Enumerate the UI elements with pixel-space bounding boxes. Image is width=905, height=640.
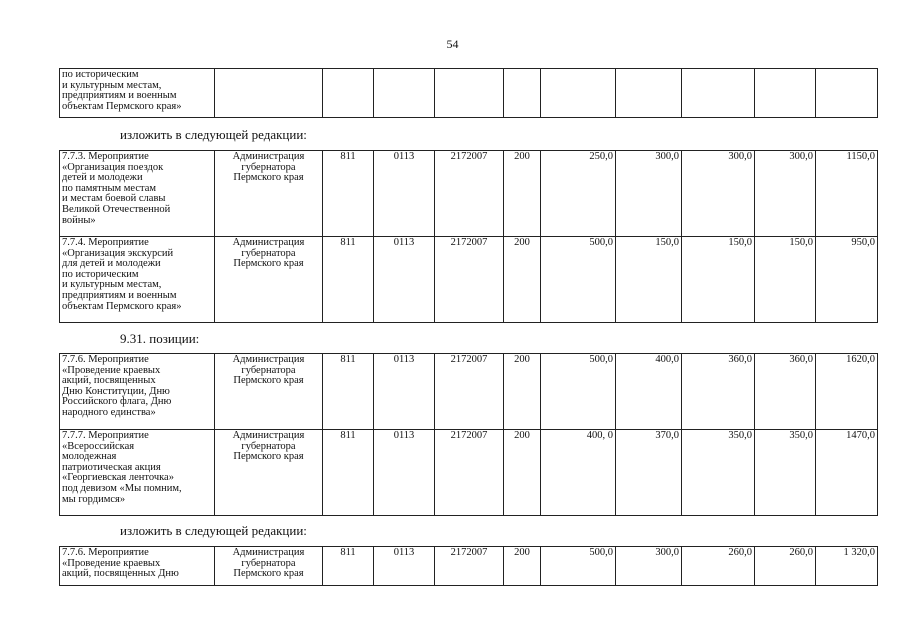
total-cell: 1 320,0 [816,547,878,586]
code-cell: 2172007 [435,547,504,586]
value-cell: 250,0 [541,151,616,237]
value-cell: 500,0 [541,547,616,586]
value-cell: 150,0 [616,237,682,323]
code-cell: 200 [504,547,541,586]
table-fragment-top [59,68,878,118]
total-cell: 950,0 [816,237,878,323]
event-name-cell: 7.7.4. Мероприятие «Организация экскурсий для детей и молодежи по историческим и культурным местам, предприятиям и военным объектам Пермского края» [60,237,215,323]
org-cell: Администрация губернатора Пермского края [215,151,323,237]
table-row [60,547,878,586]
code-cell: 811 [323,430,374,516]
table-row [60,151,878,237]
table-amended-1 [59,150,878,323]
code-cell: 200 [504,430,541,516]
org-cell: Администрация губернатора Пермского края [215,430,323,516]
caption-positions: 9.31. позиции: [120,331,200,346]
caption-amend-2: изложить в следующей редакции: [120,523,307,538]
value-cell: 300,0 [616,547,682,586]
org-cell: Администрация губернатора Пермского края [215,237,323,323]
total-cell: 1470,0 [816,430,878,516]
value-cell: 500,0 [541,237,616,323]
table-amended-2 [59,546,878,586]
total-cell: 1620,0 [816,354,878,430]
page-number: 54 [446,37,459,51]
event-name-cell: 7.7.3. Мероприятие «Организация поездок детей и молодежи по памятным местам и местам боевой славы Великой Отечественной войны» [60,151,215,237]
caption-amend-1: изложить в следующей редакции: [120,127,307,142]
table-row [60,237,878,323]
value-cell: 260,0 [682,547,755,586]
code-cell: 0113 [374,430,435,516]
value-cell: 400,0 [616,354,682,430]
value-cell: 360,0 [755,354,816,430]
value-cell: 360,0 [682,354,755,430]
code-cell: 0113 [374,547,435,586]
event-name-cell: 7.7.7. Мероприятие «Всероссийская молодежная патриотическая акция «Георгиевская ленточка» под девизом «Мы помним, мы гордимся» [60,430,215,516]
org-cell: Администрация губернатора Пермского края [215,354,323,430]
value-cell: 370,0 [616,430,682,516]
org-cell: Администрация губернатора Пермского края [215,547,323,586]
value-cell: 500,0 [541,354,616,430]
code-cell: 200 [504,354,541,430]
table-row [60,69,878,118]
value-cell: 350,0 [682,430,755,516]
code-cell: 0113 [374,354,435,430]
code-cell: 811 [323,237,374,323]
event-name-cell: по историческим и культурным местам, предприятиям и военным объектам Пермского края» [60,69,215,118]
value-cell: 150,0 [682,237,755,323]
total-cell: 1150,0 [816,151,878,237]
code-cell: 200 [504,151,541,237]
value-cell: 400, 0 [541,430,616,516]
value-cell: 350,0 [755,430,816,516]
value-cell: 260,0 [755,547,816,586]
value-cell: 300,0 [616,151,682,237]
event-name-cell: 7.7.6. Мероприятие «Проведение краевых акций, посвященных Дню [60,547,215,586]
code-cell: 811 [323,354,374,430]
value-cell: 300,0 [755,151,816,237]
code-cell: 811 [323,547,374,586]
code-cell: 2172007 [435,430,504,516]
code-cell: 2172007 [435,151,504,237]
event-name-cell: 7.7.6. Мероприятие «Проведение краевых акций, посвященных Дню Конституции, Дню Российского флага, Дню народного единства» [60,354,215,430]
table-positions [59,353,878,516]
code-cell: 2172007 [435,354,504,430]
code-cell: 0113 [374,151,435,237]
code-cell: 2172007 [435,237,504,323]
value-cell: 300,0 [682,151,755,237]
table-row [60,354,878,430]
code-cell: 200 [504,237,541,323]
value-cell: 150,0 [755,237,816,323]
code-cell: 811 [323,151,374,237]
code-cell: 0113 [374,237,435,323]
table-row [60,430,878,516]
